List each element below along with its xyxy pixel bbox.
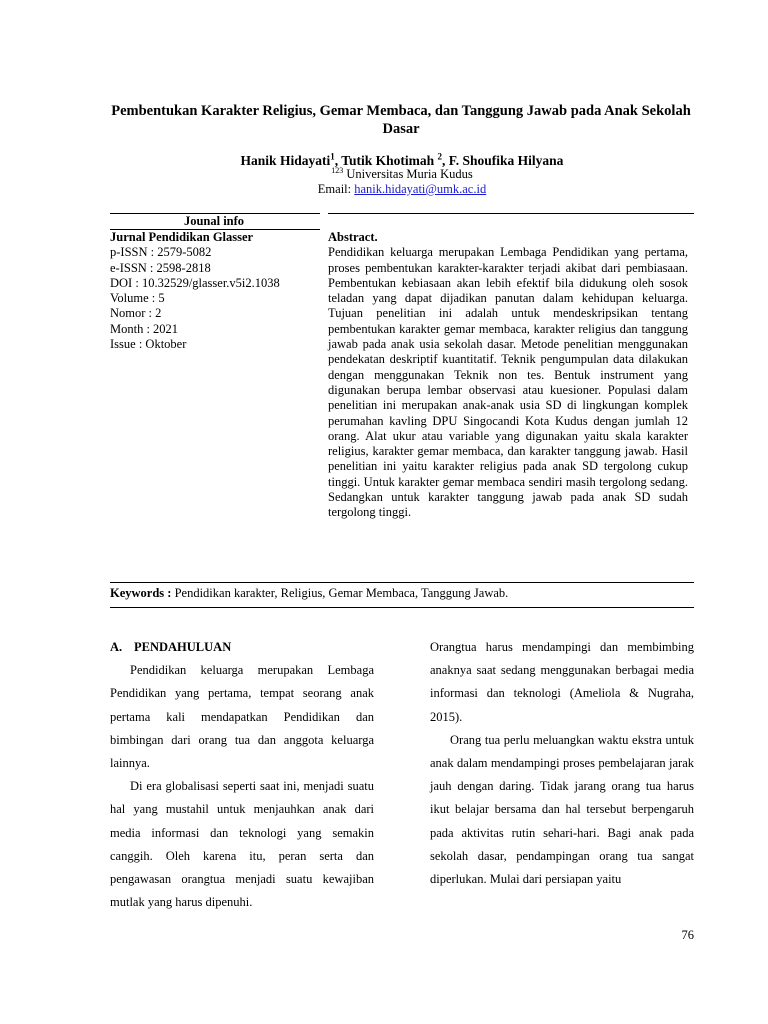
abstract (328, 230, 688, 521)
keywords (110, 585, 690, 601)
affiliation-text: Universitas Muria Kudus (343, 167, 473, 181)
nomor: Nomor : 2 (110, 306, 162, 321)
issue: Issue : Oktober (110, 337, 187, 352)
email-line (0, 182, 768, 197)
author-separator: , (334, 153, 342, 168)
journal-info-heading: Jounal info (183, 214, 245, 228)
author-1: Hanik Hidayati (240, 153, 331, 168)
body-paragraph: Orangtua harus mendampingi dan membimbing anaknya saat sedang menggunakan berbagai media informasi dan teknologi (Ameliola & Nugraha, 2015). (430, 640, 694, 724)
body-column-right (430, 636, 694, 891)
keywords-text: Pendidikan karakter, Religius, Gemar Membaca, Tanggung Jawab. (174, 586, 509, 600)
abstract-label: Abstract. (328, 230, 378, 244)
section-title: PENDAHULUAN (134, 640, 232, 654)
email-link[interactable]: hanik.hidayati@umk.ac.id (354, 182, 487, 196)
abstract-text: Pendidikan keluarga merupakan Lembaga Pendidikan yang pertama, proses pembentukan karakter-karakter terjadi akibat dari pembiasaan. Pembentukan kebiasaan akan lebih efektif bila didukung oleh sosok teladan yang dapat dijadikan panutan dalam kehidupan keluarga. Tujuan penelitian ini adalah untuk mendeskripsikan tentang pembentukan karakter gemar membaca, karakter religius dan tanggung jawab pada anak usia sekolah dasar. Metode penelitian menggunakan pendekatan deskriptif kuantitatif. Teknik pengumpulan data dilakukan dengan menggunakan Teknik non tes. Bentuk instrument yang digunakan berupa lembar observasi atau kuesioner. Populasi dalam penelitian ini merupakan anak-anak usia SD di lingkungan komplek perumahan kavling DPU Singocandi Kota Kudus dengan jumlah 12 orang. Alat ukur atau variable yang digunakan yaitu skala karakter religius, karakter gemar membaca, dan karakter tanggung jawab. Hasil penelitian ini yaitu karakter religius pada anak SD tergolong cukup tinggi. Untuk karakter gemar membaca sendiri masih tergolong sedang. Sedangkan untuk karakter tanggung jawab pada anak SD sudah tergolong tinggi. (328, 245, 688, 520)
keywords-top-rule (110, 582, 694, 583)
keywords-bottom-rule (110, 607, 694, 608)
author-2-sup: 2 (437, 151, 443, 162)
page-number: 76 (681, 928, 694, 942)
keywords-label: Keywords : (110, 586, 175, 600)
doi: DOI : 10.32529/glasser.v5i2.1038 (110, 275, 280, 290)
body-paragraph: Orang tua perlu meluangkan waktu ekstra untuk anak dalam mendampingi proses pembelajaran jarak jauh dengan daring. Tidak jarang orang tua harus ikut belajar bersama dan hal tersebut berpengaruh pada aktivitas rutin sehari-hari. Bagi anak pada sekolah dasar, pendampingan orang tua sangat diperlukan. Mulai dari persiapan yaitu (430, 732, 694, 887)
body-paragraph: Di era globalisasi seperti saat ini, menjadi suatu hal yang mustahil untuk menjauhkan anak dari media informasi dan teknologi yang semakin canggih. Oleh karena itu, peran serta dan pengawasan orangtua menjadi suatu kewajiban mutlak yang harus dipenuhi. (110, 779, 374, 910)
e-issn: e-ISSN : 2598-2818 (110, 260, 211, 275)
month: Month : 2021 (110, 321, 179, 336)
section-number: A. (110, 640, 123, 654)
author-separator: , (442, 153, 449, 168)
volume: Volume : 5 (110, 291, 165, 306)
author-1-sup: 1 (330, 151, 335, 162)
section-heading (110, 636, 374, 659)
email-label: Email: (317, 182, 355, 196)
body-column-left (110, 636, 374, 914)
affiliation-sup: 123 (331, 165, 344, 175)
affiliation (0, 167, 768, 182)
author-2: Tutik Khotimah (341, 153, 438, 168)
paper-title: Pembentukan Karakter Religius, Gemar Membaca, dan Tanggung Jawab pada Anak Sekolah Dasar (111, 103, 691, 137)
journal-info (110, 230, 320, 352)
author-3: F. Shoufika Hilyana (448, 153, 564, 168)
abstract-top-rule (328, 213, 694, 214)
body-paragraph: Pendidikan keluarga merupakan Lembaga Pendidikan yang pertama, tempat seorang anak pertama kali mendapatkan Pendidikan dan bimbingan dari orang tua dan anggota keluarga lainnya. (110, 663, 374, 771)
p-issn: p-ISSN : 2579-5082 (110, 245, 212, 260)
journal-name: Jurnal Pendidikan Glasser (110, 230, 254, 244)
